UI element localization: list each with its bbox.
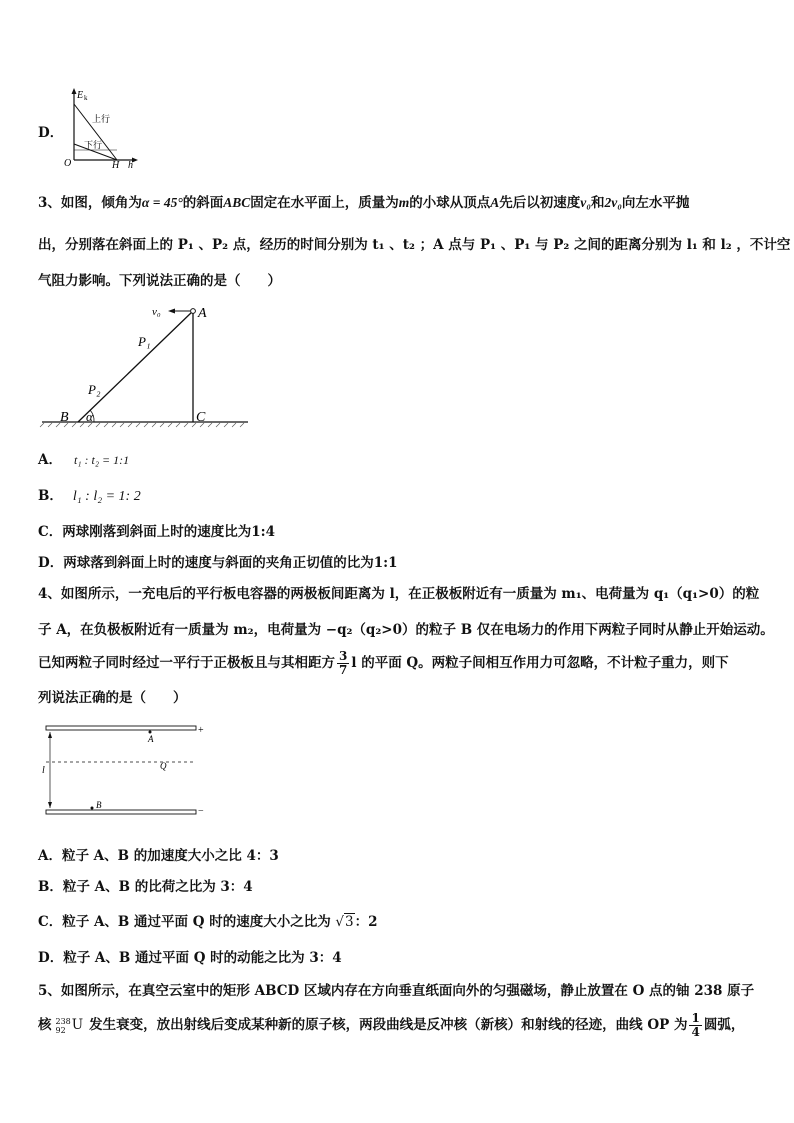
- fig-point-a: A: [198, 306, 207, 321]
- fig-point-p1: P₁: [138, 334, 151, 349]
- fig-particle-a: A: [148, 734, 154, 744]
- graph-line-up-label: 上行: [92, 114, 111, 124]
- q4-option-c: C．粒子 A、B 通过平面 Q 时的速度大小之比为 √3：2: [38, 914, 378, 930]
- fig-plane-q: Q: [160, 761, 167, 771]
- graph-origin: O: [64, 158, 72, 168]
- graph-y-label: E: [77, 90, 84, 101]
- q4-line-3: 已知两粒子同时经过一平行于正极板且与其相距方 $\frac{3}{7}$ l 的平面 Q。两粒子间相互作用力可忽略，不计粒子重力，则下: [38, 649, 729, 677]
- fig-v0-label: v₀: [152, 306, 161, 318]
- q3-incline-figure: [32, 296, 258, 434]
- energy-height-graph: [62, 86, 142, 168]
- q3-option-c: C．两球刚落到斜面上时的速度比为1:4: [38, 524, 276, 540]
- q5-fraction: $\frac{1}{4}$: [691, 1011, 700, 1039]
- fig-angle-alpha: α: [86, 409, 93, 424]
- q4-fraction: $\frac{3}{7}$: [339, 649, 348, 677]
- q5-line-1: 5、如图所示，在真空云室中的矩形 ABCD 区域内存在方向垂直纸面向外的匀强磁场，静止放置在 O 点的铀 238 原子: [38, 983, 755, 999]
- prev-option-d-label: D．: [38, 125, 64, 141]
- fig-minus: −: [198, 806, 204, 817]
- fig-point-p2: P₂: [88, 382, 101, 397]
- q3-option-a: A． t₁ : t₂ = 1:1: [38, 452, 130, 468]
- q3-line-1: 3、如图，倾角为α = 45°的斜面ABC固定在水平面上，质量为m的小球从顶点A先后以初速度v₀和2v₀向左水平抛: [38, 195, 690, 211]
- sqrt-3: 3: [345, 914, 354, 930]
- fig-point-b: B: [60, 410, 69, 425]
- graph-line-down-label: 下行: [84, 140, 103, 150]
- q4-line-4: 列说法正确的是（ ）: [38, 690, 187, 706]
- graph-y-sub: k: [84, 94, 88, 102]
- q4-line-1: 4、如图所示，一充电后的平行板电容器的两极板间距离为 l，在正极板附近有一质量为 m₁、电荷量为 q₁（q₁>0）的粒: [38, 586, 760, 602]
- q3-line-3: 气阻力影响。下列说法正确的是（ ）: [38, 273, 281, 289]
- q4-option-b: B．粒子 A、B 的比荷之比为 3：4: [38, 879, 253, 895]
- q3-option-d: D．两球落到斜面上时的速度与斜面的夹角正切值的比为1:1: [38, 555, 398, 571]
- q3-line-2: 出，分别落在斜面上的 P₁ 、P₂ 点，经历的时间分别为 t₁ 、t₂ ；A 点与 P₁ 、P₁ 与 P₂ 之间的距离分别为 l₁ 和 l₂ ，不计空: [38, 237, 791, 253]
- q4-option-d: D．粒子 A、B 通过平面 Q 时的动能之比为 3：4: [38, 950, 342, 966]
- q4-line-2: 子 A，在负极板附近有一质量为 m₂，电荷量为 −q₂（q₂>0）的粒子 B 仅在电场力的作用下两粒子同时从静止开始运动。: [38, 622, 774, 638]
- graph-h-tick: H: [112, 160, 120, 168]
- graph-x-label: h: [128, 160, 133, 168]
- q4-capacitor-figure: [36, 716, 212, 822]
- uranium-symbol: U: [71, 1017, 84, 1033]
- fig-plus: +: [198, 725, 204, 736]
- nuclide-indices: 238 92: [55, 1016, 71, 1035]
- fig-distance-l: l: [42, 765, 45, 776]
- fig-point-c: C: [196, 410, 206, 425]
- q3-option-b: B． l₁ : l₂ = 1: 2: [38, 488, 141, 504]
- q5-line-2: 核 238 92 U 发生衰变，放出射线后变成某种新的原子核，两段曲线是反冲核（新核）和射线的径迹，曲线 OP 为 $\frac{1}{4}$ 圆弧，: [38, 1011, 745, 1039]
- q4-option-a: A．粒子 A、B 的加速度大小之比 4：3: [38, 848, 279, 864]
- fig-particle-b: B: [96, 800, 102, 810]
